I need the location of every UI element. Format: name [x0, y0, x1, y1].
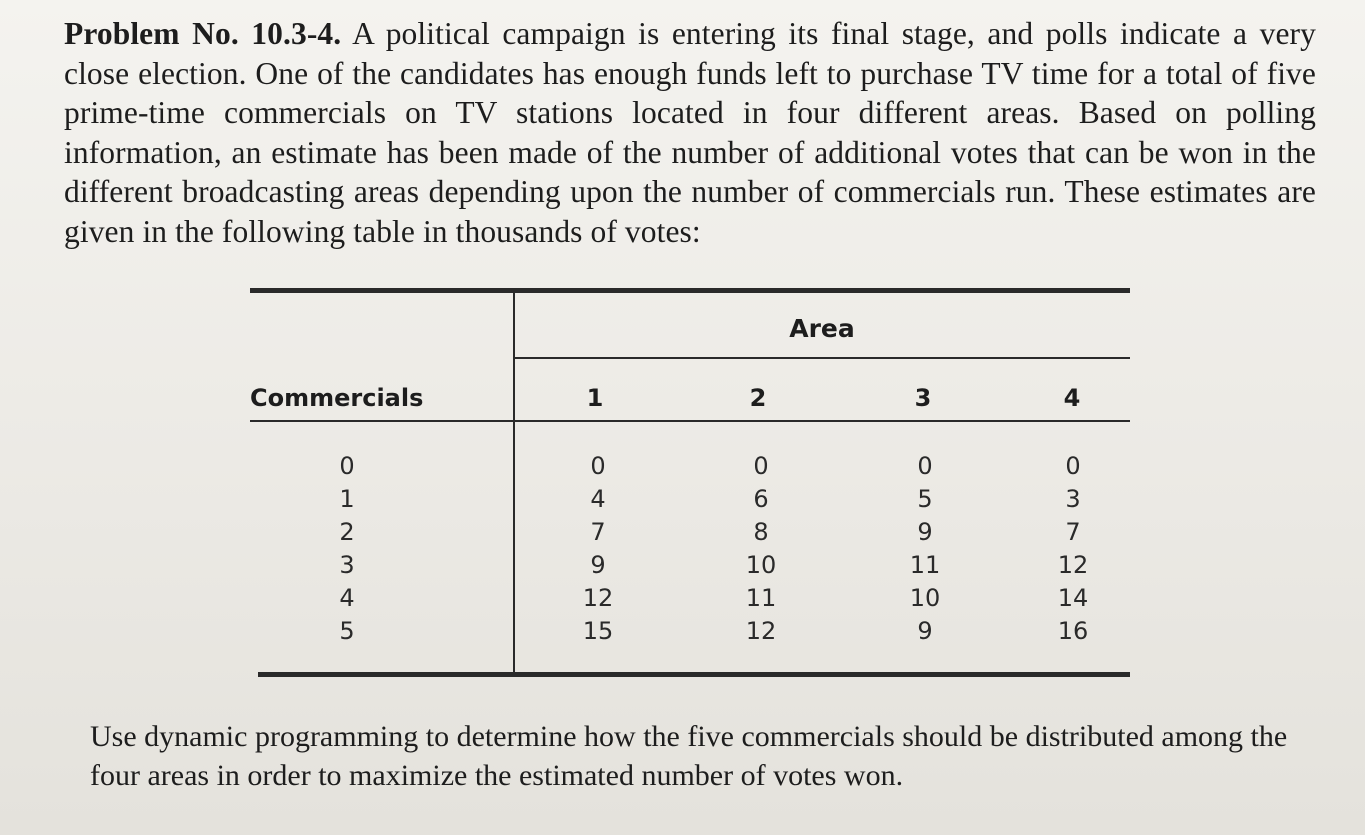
vote-cell: 0 [753, 452, 769, 480]
vote-cell: 12 [1057, 551, 1089, 579]
commercials-value: 5 [339, 617, 355, 645]
area-2-header: 2 [749, 384, 767, 412]
header-rule [250, 420, 1130, 422]
vote-cell: 11 [909, 551, 941, 579]
area-3-column [885, 450, 965, 648]
problem-label: Problem No. 10.3-4. [64, 16, 342, 51]
vote-cell: 7 [1065, 518, 1081, 546]
vote-cell: 3 [1065, 485, 1081, 513]
commercials-value: 2 [339, 518, 355, 546]
area-2-column [721, 450, 801, 648]
vote-cell: 9 [917, 617, 933, 645]
vote-cell: 11 [745, 584, 777, 612]
problem-text: A political campaign is entering its final stage, and polls indicate a very close election. One of the candidates has enough funds left to purchase TV time for a total of five prime-time commercials on TV stations located in four different areas. Based on polling information, an estimate has been made of the number of additional votes that can be won in the different broadcasting areas depending upon the number of commercials run. These estimates are given in the following table in thousands of votes: [64, 16, 1316, 249]
vote-cell: 0 [1065, 452, 1081, 480]
vote-cell: 10 [745, 551, 777, 579]
vote-cell: 9 [590, 551, 606, 579]
vote-cell: 16 [1057, 617, 1089, 645]
vote-cell: 10 [909, 584, 941, 612]
vote-cell: 14 [1057, 584, 1089, 612]
area-1-header: 1 [586, 384, 604, 412]
vote-cell: 9 [917, 518, 933, 546]
area-4-header: 4 [1063, 384, 1081, 412]
vote-cell: 5 [917, 485, 933, 513]
vote-cell: 0 [590, 452, 606, 480]
commercials-header: Commercials [250, 384, 424, 412]
vote-cell: 4 [590, 485, 606, 513]
column-divider [513, 292, 515, 674]
table-bottom-rule [258, 672, 1130, 677]
vote-cell: 0 [917, 452, 933, 480]
commercials-value: 3 [339, 551, 355, 579]
instruction-text: Use dynamic programming to determine how the five commercials should be distributed among the four areas in order to maximize the estimated number of votes won. [90, 720, 1288, 792]
area-3-header: 3 [914, 384, 932, 412]
vote-cell: 6 [753, 485, 769, 513]
problem-statement [64, 14, 1316, 251]
area-header: Area [789, 314, 855, 343]
vote-cell: 12 [582, 584, 614, 612]
commercials-value: 4 [339, 584, 355, 612]
commercials-value: 0 [339, 452, 355, 480]
commercials-value: 1 [339, 485, 355, 513]
area-header-rule [514, 357, 1130, 359]
area-1-column [558, 450, 638, 648]
commercials-column [307, 450, 387, 648]
votes-table [250, 288, 1130, 680]
area-4-column [1033, 450, 1113, 648]
vote-cell: 8 [753, 518, 769, 546]
vote-cell: 12 [745, 617, 777, 645]
vote-cell: 15 [582, 617, 614, 645]
table-top-rule [250, 288, 1130, 293]
vote-cell: 7 [590, 518, 606, 546]
